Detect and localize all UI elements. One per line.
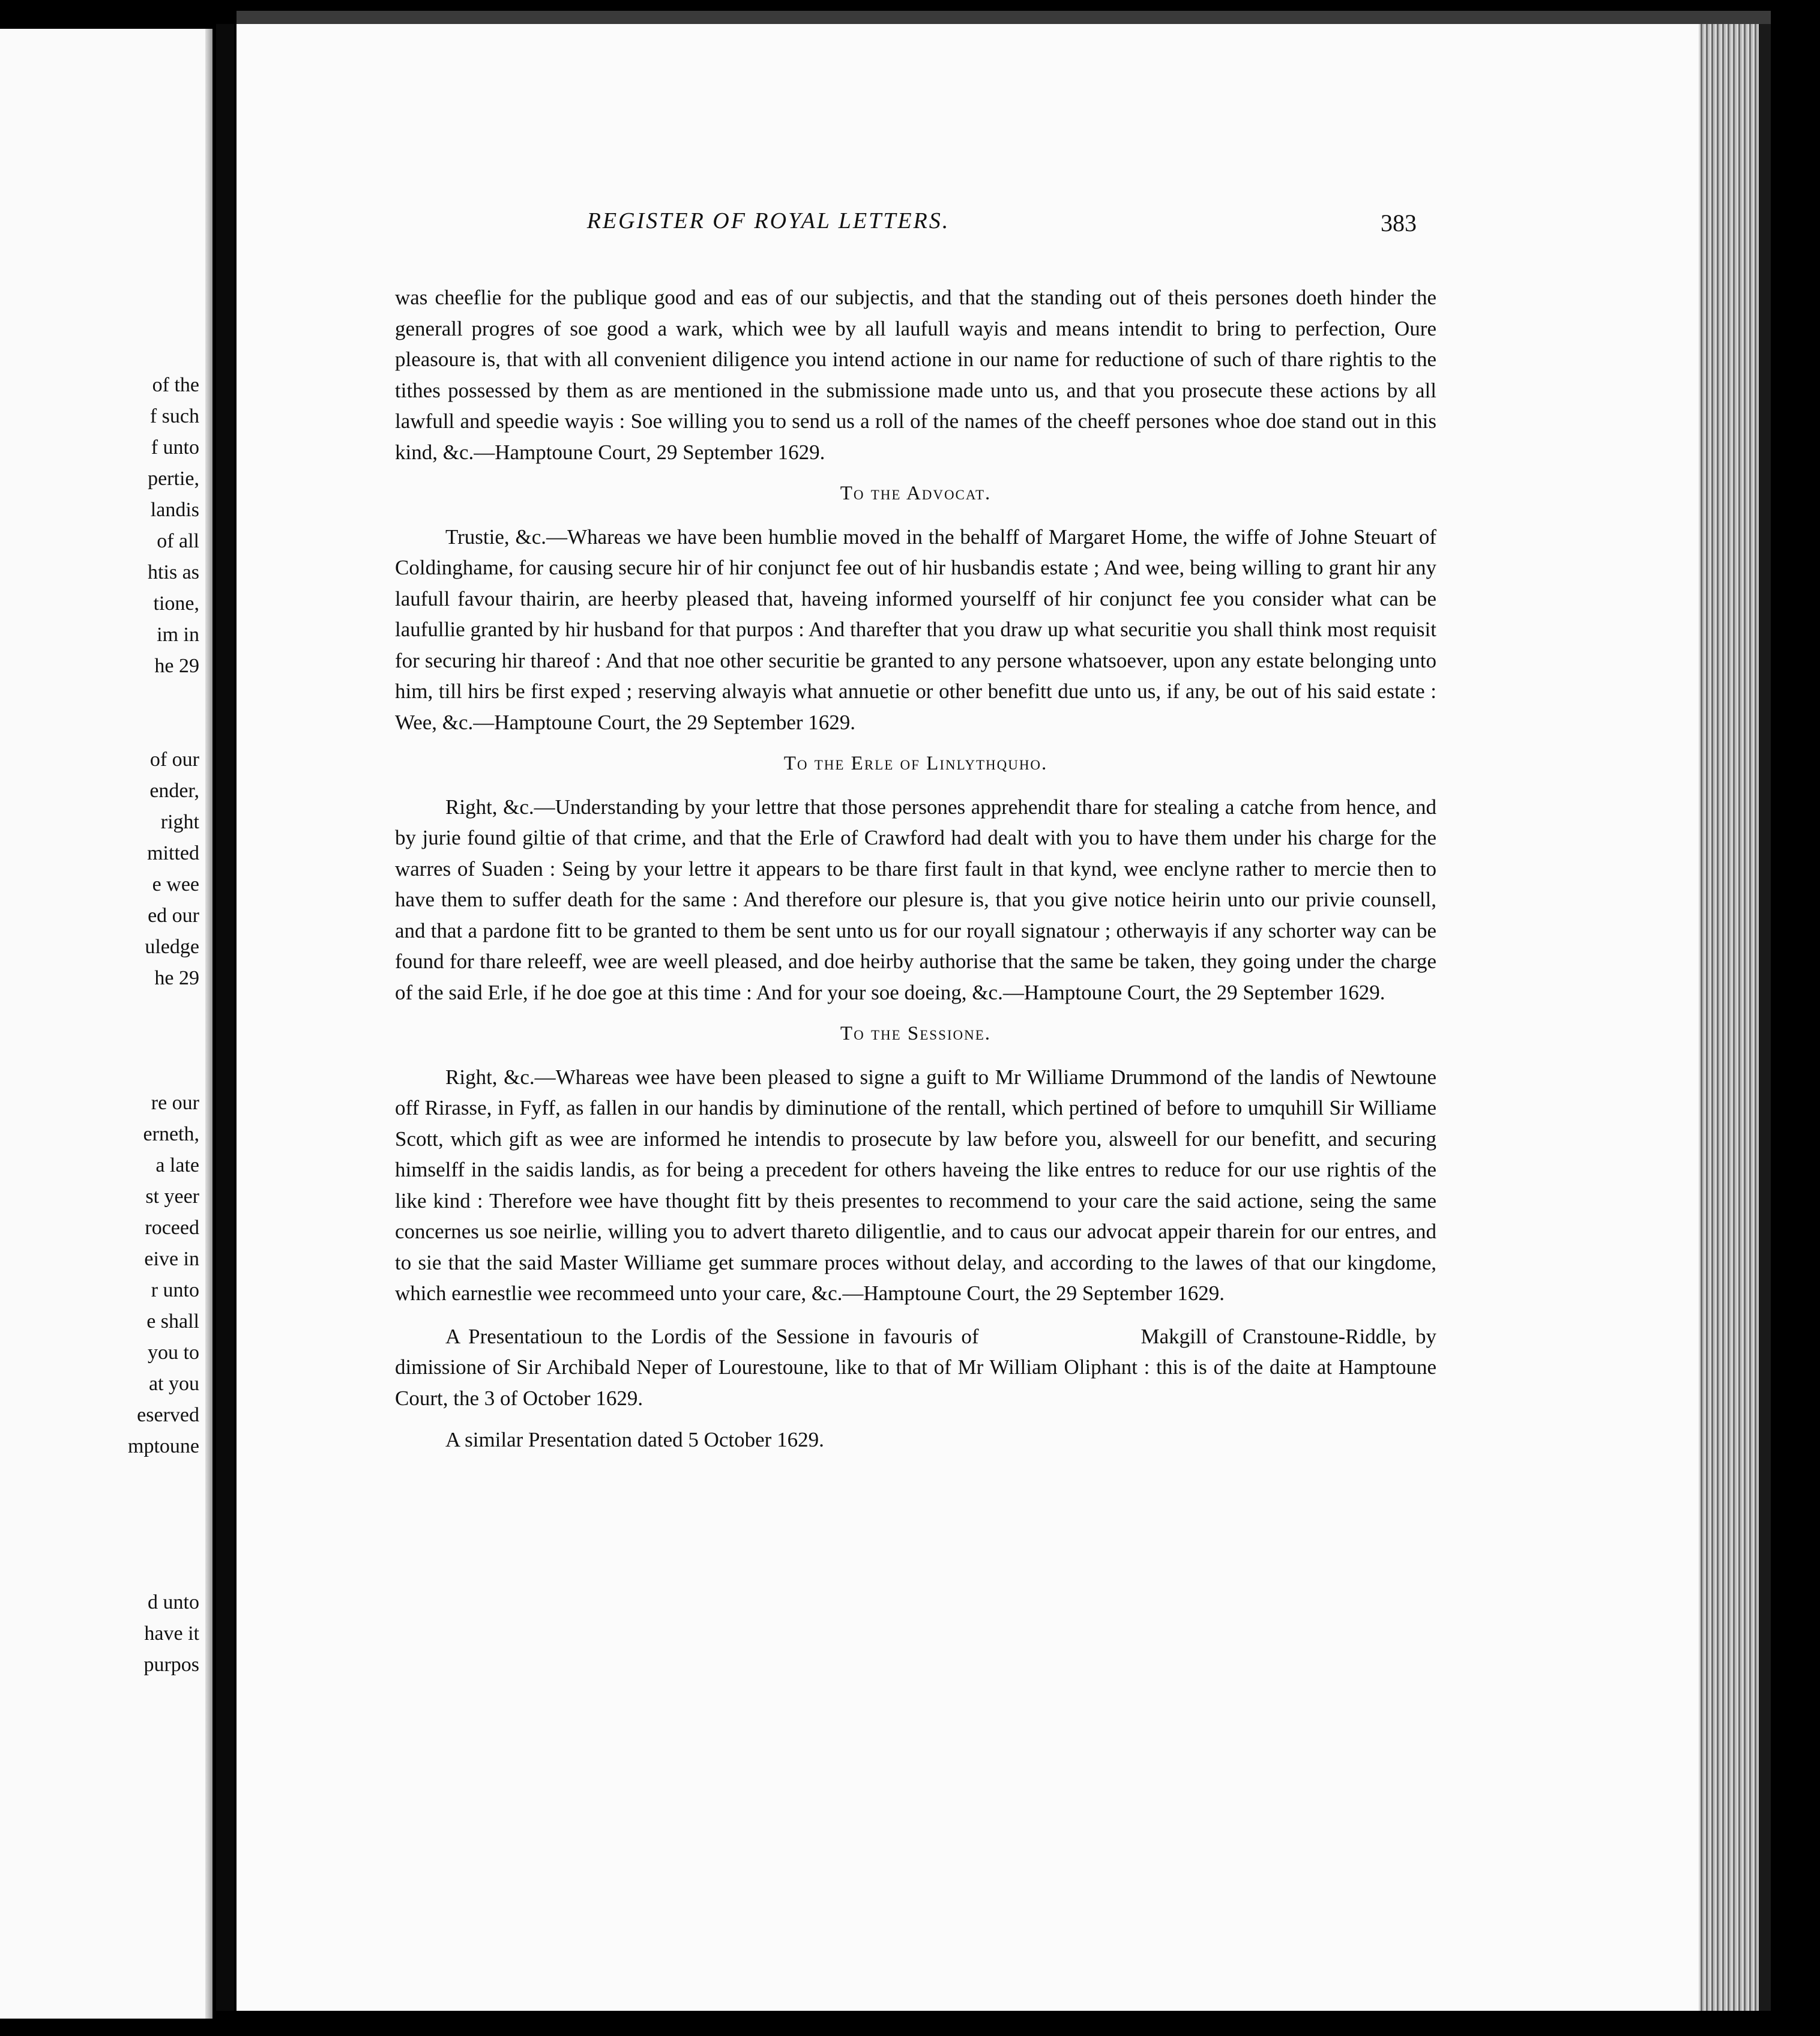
- left-page-line: pertie,: [148, 468, 199, 490]
- left-page-line: e wee: [152, 873, 199, 896]
- page-block-edge-shadow: [1759, 24, 1771, 2011]
- page-body: [395, 282, 1436, 1456]
- left-page-line: erneth,: [143, 1123, 199, 1145]
- left-page-line: purpos: [143, 1654, 199, 1676]
- left-page-line: htis as: [148, 561, 199, 583]
- paragraph-presentation: [395, 1321, 1436, 1414]
- left-page-line: re our: [151, 1092, 199, 1114]
- top-edge-shadow: [237, 11, 1771, 24]
- left-page-line: of the: [152, 374, 199, 396]
- paragraph-sessione-letter: Right, &c.—Whareas wee have been pleased to signe a guift to Mr Williame Drummond of the landis of Newtoune off Rirasse, in Fyff, as fallen in our handis by diminutione of the rentall, which pertined of before to umquhill Sir Williame Scott, which gift as wee are informed he intendis to prosecute by law before you, alsweell for our benefitt, and securing himselff in the saidis landis, as for being a precedent for others haveing the like entres to reduce for our use rightis of the like kind : Therefore wee have thought fitt by theis presentes to recommend to your care the said actione, seing the same concernes us soe neirlie, willing you to advert thareto diligentlie, and to caus our advocat appeir tharein for our entres, and to sie that the said Master Williame get summare proces without delay, and according to the lawes of that our kingdome, which earnestlie wee recommeed unto your care, &c.—Hamptoune Court, the 29 September 1629.: [395, 1065, 1436, 1305]
- left-page-line: landis: [150, 499, 199, 521]
- left-page: [0, 29, 212, 2019]
- paragraph-similar-presentation: A similar Presentation dated 5 October 1629.: [445, 1428, 824, 1451]
- section-heading-erle: To the Erle of Linlythquho.: [783, 753, 1048, 774]
- left-page-line: of our: [149, 748, 199, 771]
- left-page-line: tione,: [153, 592, 199, 615]
- left-page-line: uledge: [145, 936, 199, 958]
- left-page-line: f unto: [151, 436, 199, 459]
- left-page-line: ed our: [148, 905, 199, 927]
- left-page-line: eserved: [137, 1404, 199, 1426]
- left-page-line: you to: [148, 1342, 199, 1364]
- book-spine: [216, 24, 234, 2011]
- paragraph-erle-letter: Right, &c.—Understanding by your lettre that those persones apprehendit thare for stealing a catche from hence, and by jurie found giltie of that crime, and that the Erle of Crawford had dealt with you to have them under his charge for the warres of Suaden : Seing by your lettre it appears to be thare first fault in that kynd, wee enclyne rather to mercie then to have them to suffer death for the same : And therefore our plesure is, that you give notice heirin unto our privie counsell, and that a pardone fitt to be granted to them be sent unto us for our royall signatour ; otherwayis if any schorter way can be found for thare releeff, wee are weell pleased, and doe heirby authorise that the same be taken, they going under the charge of the said Erle, if he doe goe at this time : And for your soe doeing, &c.—Hamptoune Court, the 29 September 1629.: [395, 795, 1436, 1004]
- section-heading-sessione: To the Sessione.: [840, 1023, 992, 1044]
- left-page-line: a late: [155, 1154, 199, 1176]
- left-page-line: ender,: [149, 780, 199, 802]
- left-page-line: have it: [144, 1622, 199, 1645]
- left-page-line: roceed: [145, 1217, 199, 1239]
- left-page-line: of all: [157, 530, 199, 552]
- left-page-line: eive in: [144, 1248, 199, 1270]
- left-page-line: im in: [157, 624, 199, 646]
- running-head: REGISTER OF ROYAL LETTERS.: [586, 208, 950, 233]
- left-page-line: he 29: [154, 655, 199, 677]
- left-page-line: right: [160, 811, 199, 833]
- section-heading-advocat: To the Advocat.: [840, 483, 992, 504]
- left-page-line: r unto: [151, 1279, 199, 1301]
- left-page-line: d unto: [148, 1591, 199, 1613]
- left-page-line: at you: [148, 1373, 199, 1395]
- left-page-line: mitted: [147, 842, 199, 864]
- left-page-line: st yeer: [145, 1185, 199, 1208]
- paragraph-continued: was cheeflie for the publique good and eas of our subjectis, and that the standing out of theis persones doeth hinder the generall progres of soe good a wark, which wee by all laufull wayis and means intendit to bring to perfection, Oure pleasoure is, that with all convenient diligence you intend actione in our name for reductione of such of thare rightis to the tithes possessed by them as are mentioned in the submissione made unto us, and that you prosecute these actions by all lawfull and speedie wayis : Soe willing you to send us a roll of the names of the cheeff persones whoe doe stand out in this kind, &c.—Hamptoune Court, 29 September 1629.: [395, 286, 1436, 464]
- left-page-line: mptoune: [128, 1435, 199, 1457]
- page-number: 383: [1381, 209, 1417, 236]
- page-block-edges: [1699, 24, 1759, 2011]
- left-page-line: he 29: [154, 967, 199, 989]
- gutter-shadow: [205, 29, 212, 2019]
- paragraph-advocat-letter: Trustie, &c.—Whareas we have been humblie moved in the behalff of Margaret Home, the wiffe of Johne Steuart of Coldinghame, for causing secure hir of hir conjunct fee out of hir husbandis estate ; And wee, being willing to grant hir any laufull favour thairin, are heerby pleased that, haveing informed yourselff of hir conjunct fee you consider what can be laufullie granted by hir husband for that purpos : And tharefter that you draw up what securitie you shall think most requisit for securing hir thareof : And that noe other securitie be granted to any persone whatsoever, upon any estate belonging unto him, till hirs be first exped ; reserving alwayis what annuetie or other benefitt due unto us, if any, be out of his said estate : Wee, &c.—Hamptoune Court, the 29 September 1629.: [395, 525, 1436, 734]
- presentation-text-end: Makgill of Cranstoune-Riddle, by dimissione of Sir Archibald Neper of Lourestoune, like to that of Mr William Oliphant : this is of the daite at Hamptoune Court, the 3 of October 1629.: [395, 1324, 1436, 1410]
- left-page-line: e shall: [146, 1310, 199, 1333]
- left-page-line: f such: [149, 405, 199, 427]
- presentation-text-start: A Presentatioun to the Lordis of the Sessione in favouris of: [445, 1324, 979, 1348]
